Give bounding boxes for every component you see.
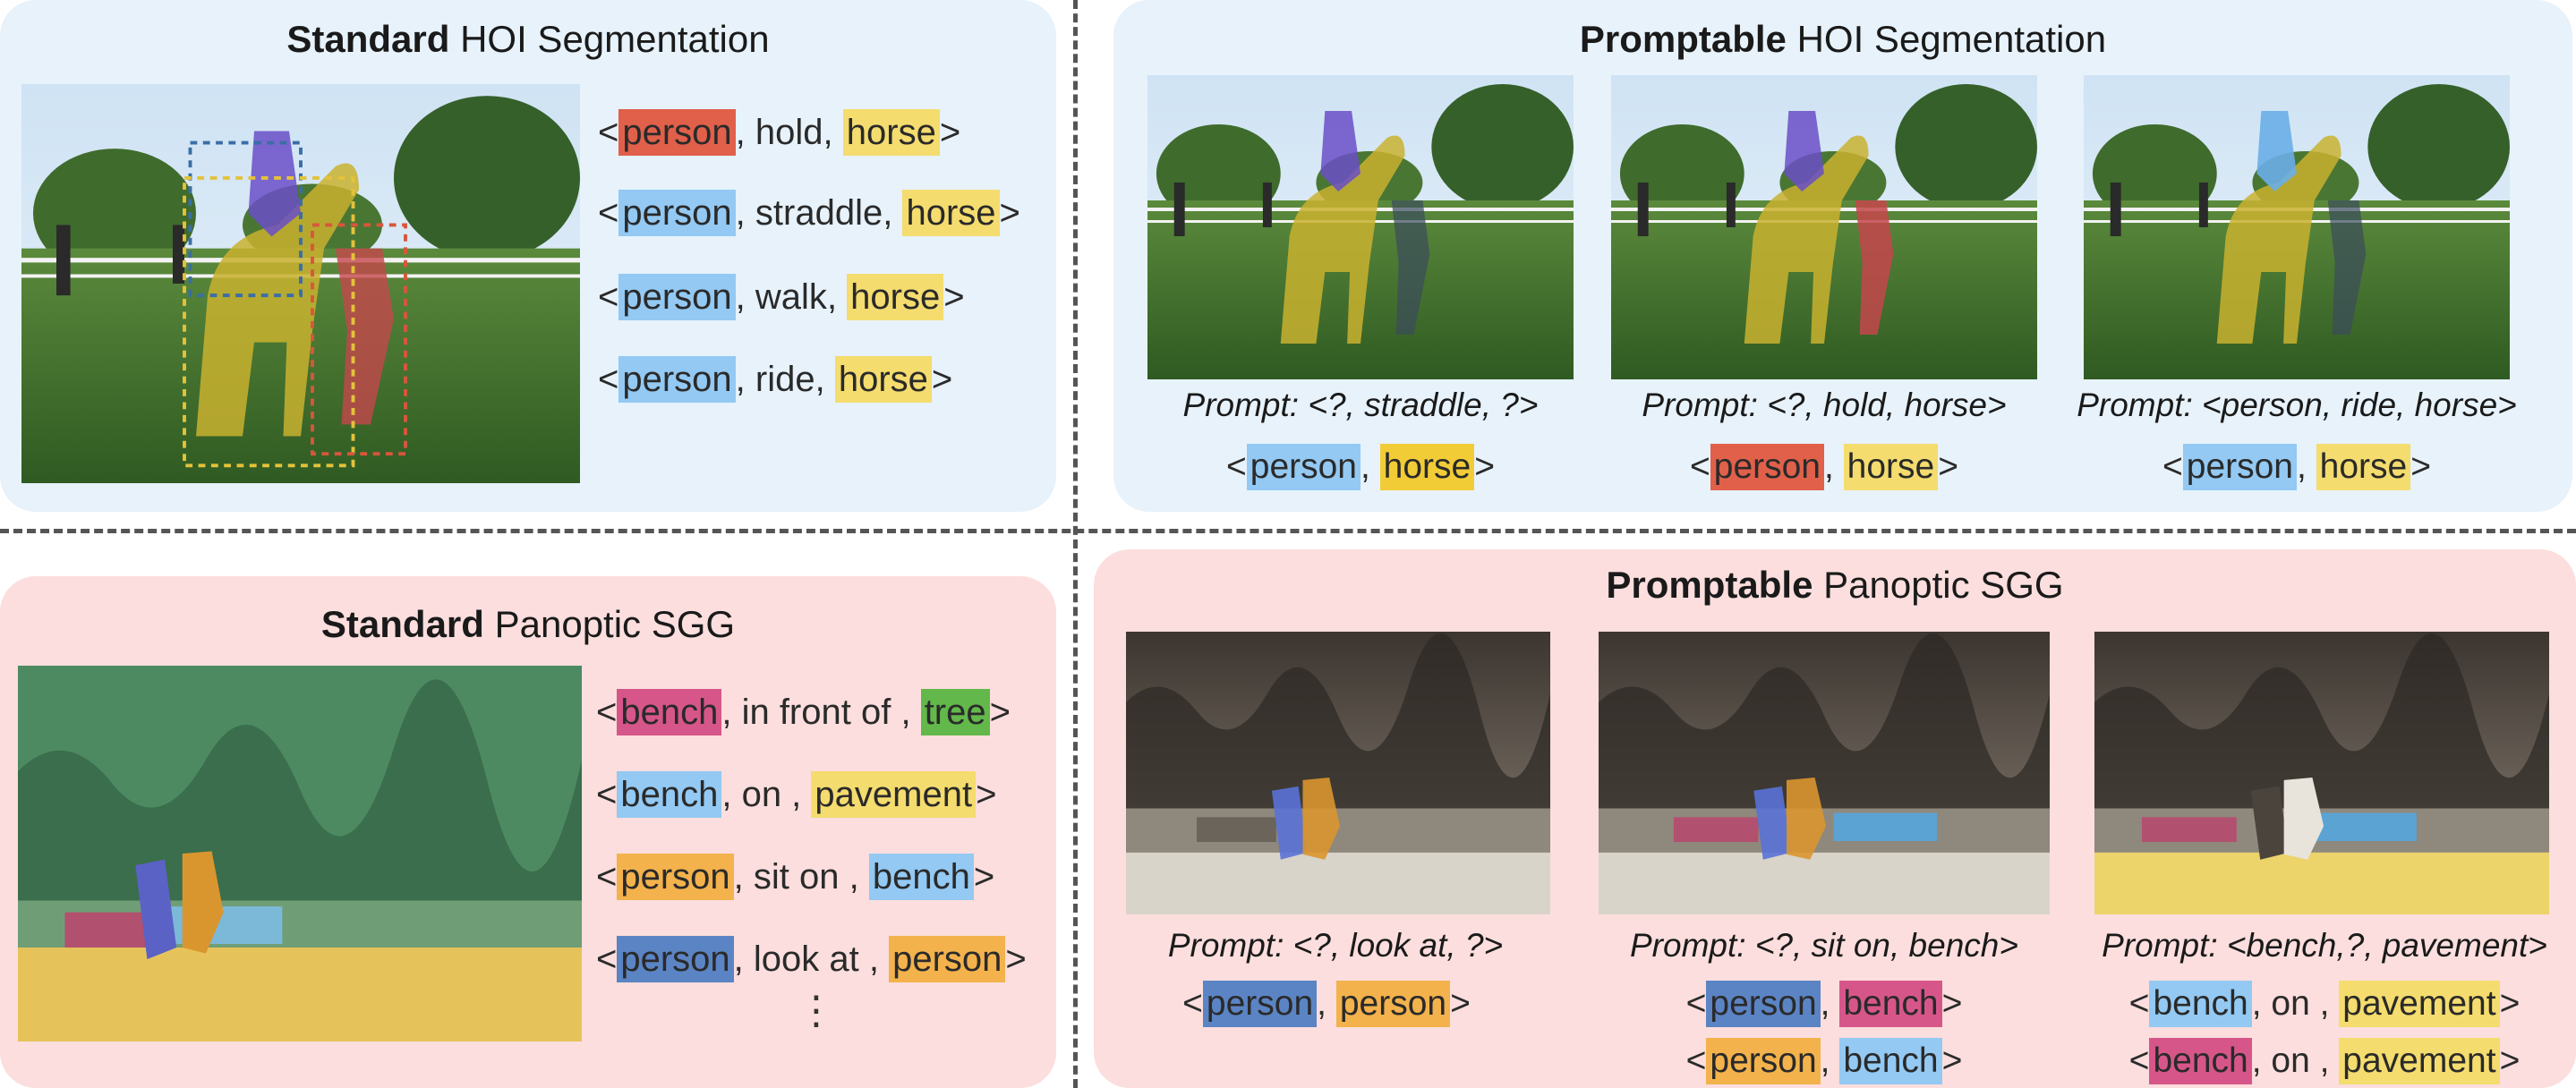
sgg-prompt-2: Prompt: <?, sit on, bench>: [1630, 927, 2018, 964]
promptable-sgg-image-2: [1599, 632, 2050, 914]
vertical-divider: [1073, 0, 1078, 1088]
hoi-prompt-2: Prompt: <?, hold, horse>: [1642, 387, 2007, 423]
hoi-result-2: < person , horse >: [1591, 442, 2057, 492]
promptable-sgg-title: Promptable Panoptic SGG: [1606, 564, 2064, 606]
promptable-sgg-image-3: [2094, 632, 2549, 914]
sgg-result-1-1: < person , person >: [1103, 979, 1550, 1029]
sgg-result-2-1: < person , bench >: [1591, 979, 2057, 1029]
standard-hoi-panel: [0, 0, 1056, 512]
hoi-triplet-2: < person , straddle, horse >: [598, 186, 1020, 240]
hoi-triplet-4: < person , ride, horse >: [598, 353, 952, 406]
hoi-triplet-1: < person , hold, horse >: [598, 106, 960, 159]
standard-hoi-title: Standard HOI Segmentation: [286, 18, 770, 60]
sgg-triplet-3: < person , sit on , bench >: [596, 850, 994, 904]
sgg-prompt-3: Prompt: <bench,?, pavement>: [2102, 927, 2547, 964]
promptable-hoi-image-1: [1147, 75, 1574, 379]
sgg-triplet-4: < person , look at , person >: [596, 932, 1027, 986]
ellipsis: ⋮: [797, 989, 836, 1033]
hoi-prompt-1: Prompt: <?, straddle, ?>: [1182, 387, 1539, 423]
promptable-sgg-panel: [1094, 549, 2576, 1088]
promptable-sgg-image-1: [1126, 632, 1550, 914]
hoi-triplet-3: < person , walk, horse >: [598, 270, 965, 324]
sgg-result-3-2: < bench , on , pavement >: [2078, 1036, 2571, 1086]
standard-sgg-image: [18, 666, 582, 1041]
standard-sgg-title: Standard Panoptic SGG: [320, 603, 736, 645]
hoi-prompt-3: Prompt: <person, ride, horse>: [2077, 387, 2517, 423]
sgg-result-3-1: < bench , on , pavement >: [2078, 979, 2571, 1029]
promptable-hoi-image-3: [2084, 75, 2510, 379]
standard-sgg-panel: [0, 576, 1056, 1088]
promptable-hoi-panel: [1113, 0, 2572, 512]
hoi-result-3: < person , horse >: [2055, 442, 2538, 492]
hoi-result-1: < person , horse >: [1128, 442, 1593, 492]
sgg-prompt-1: Prompt: <?, look at, ?>: [1167, 927, 1504, 964]
sgg-triplet-2: < bench , on , pavement >: [596, 768, 996, 821]
promptable-hoi-title: Promptable HOI Segmentation: [1579, 18, 2107, 60]
sgg-triplet-1: < bench , in front of , tree >: [596, 685, 1011, 739]
standard-hoi-image: [21, 84, 580, 483]
horizontal-divider: [0, 529, 2576, 533]
promptable-hoi-image-2: [1611, 75, 2037, 379]
sgg-result-2-2: < person , bench >: [1591, 1036, 2057, 1086]
